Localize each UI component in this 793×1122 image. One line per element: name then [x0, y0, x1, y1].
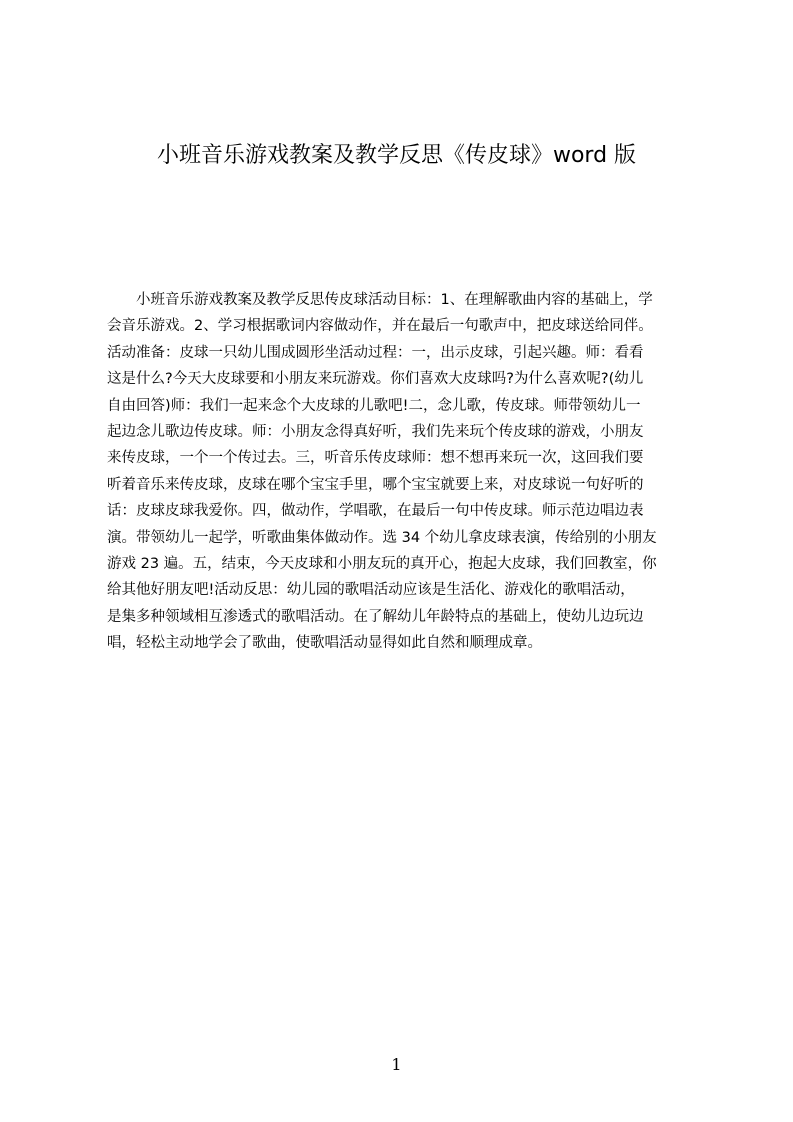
body-line: 给其他好朋友吧!活动反思：幼儿园的歌唱活动应该是生活化、游戏化的歌唱活动，: [107, 582, 635, 599]
body-line: 来传皮球，一个一个传过去。三，听音乐传皮球师：想不想再来玩一次，这回我们要: [107, 450, 644, 467]
body-line: 起边念儿歌边传皮球。师：小朋友念得真好听，我们先来玩个传皮球的游戏，小朋友: [107, 423, 644, 440]
body-line: 唱，轻松主动地学会了歌曲，使歌唱活动显得如此自然和顺理成章。: [107, 635, 542, 652]
body-line: 自由回答)师：我们一起来念个大皮球的儿歌吧!二，念儿歌，传皮球。师带领幼儿一: [107, 397, 641, 414]
page-title: 小班音乐游戏教案及教学反思《传皮球》word 版: [156, 143, 637, 168]
body-line: 演。带领幼儿一起学，听歌曲集体做动作。选 34 个幼儿拿皮球表演，传给别的小朋友: [107, 529, 657, 546]
body-line: 游戏 23 遍。五，结束，今天皮球和小朋友玩的真开心，抱起大皮球，我们回教室，你: [107, 555, 657, 572]
page-number: 1: [391, 1055, 402, 1074]
body-line: 小班音乐游戏教案及教学反思传皮球活动目标：1、在理解歌曲内容的基础上，学: [107, 292, 653, 308]
body-text: [107, 287, 707, 687]
body-line: 是集多种领域相互渗透式的歌唱活动。在了解幼儿年龄特点的基础上，使幼儿边玩边: [107, 608, 644, 625]
body-line: 会音乐游戏。2、学习根据歌词内容做动作，并在最后一句歌声中，把皮球送给同伴。: [107, 318, 653, 335]
body-line: 听着音乐来传皮球，皮球在哪个宝宝手里，哪个宝宝就要上来，对皮球说一句好听的: [107, 476, 644, 493]
body-line: 话：皮球皮球我爱你。四，做动作，学唱歌，在最后一句中传皮球。师示范边唱边表: [107, 503, 644, 520]
body-line: 这是什么?今天大皮球要和小朋友来玩游戏。你们喜欢大皮球吗?为什么喜欢呢?(幼儿: [107, 371, 644, 388]
body-line: 活动准备：皮球一只幼儿围成圆形坐活动过程：一，出示皮球，引起兴趣。师：看看: [107, 344, 644, 361]
